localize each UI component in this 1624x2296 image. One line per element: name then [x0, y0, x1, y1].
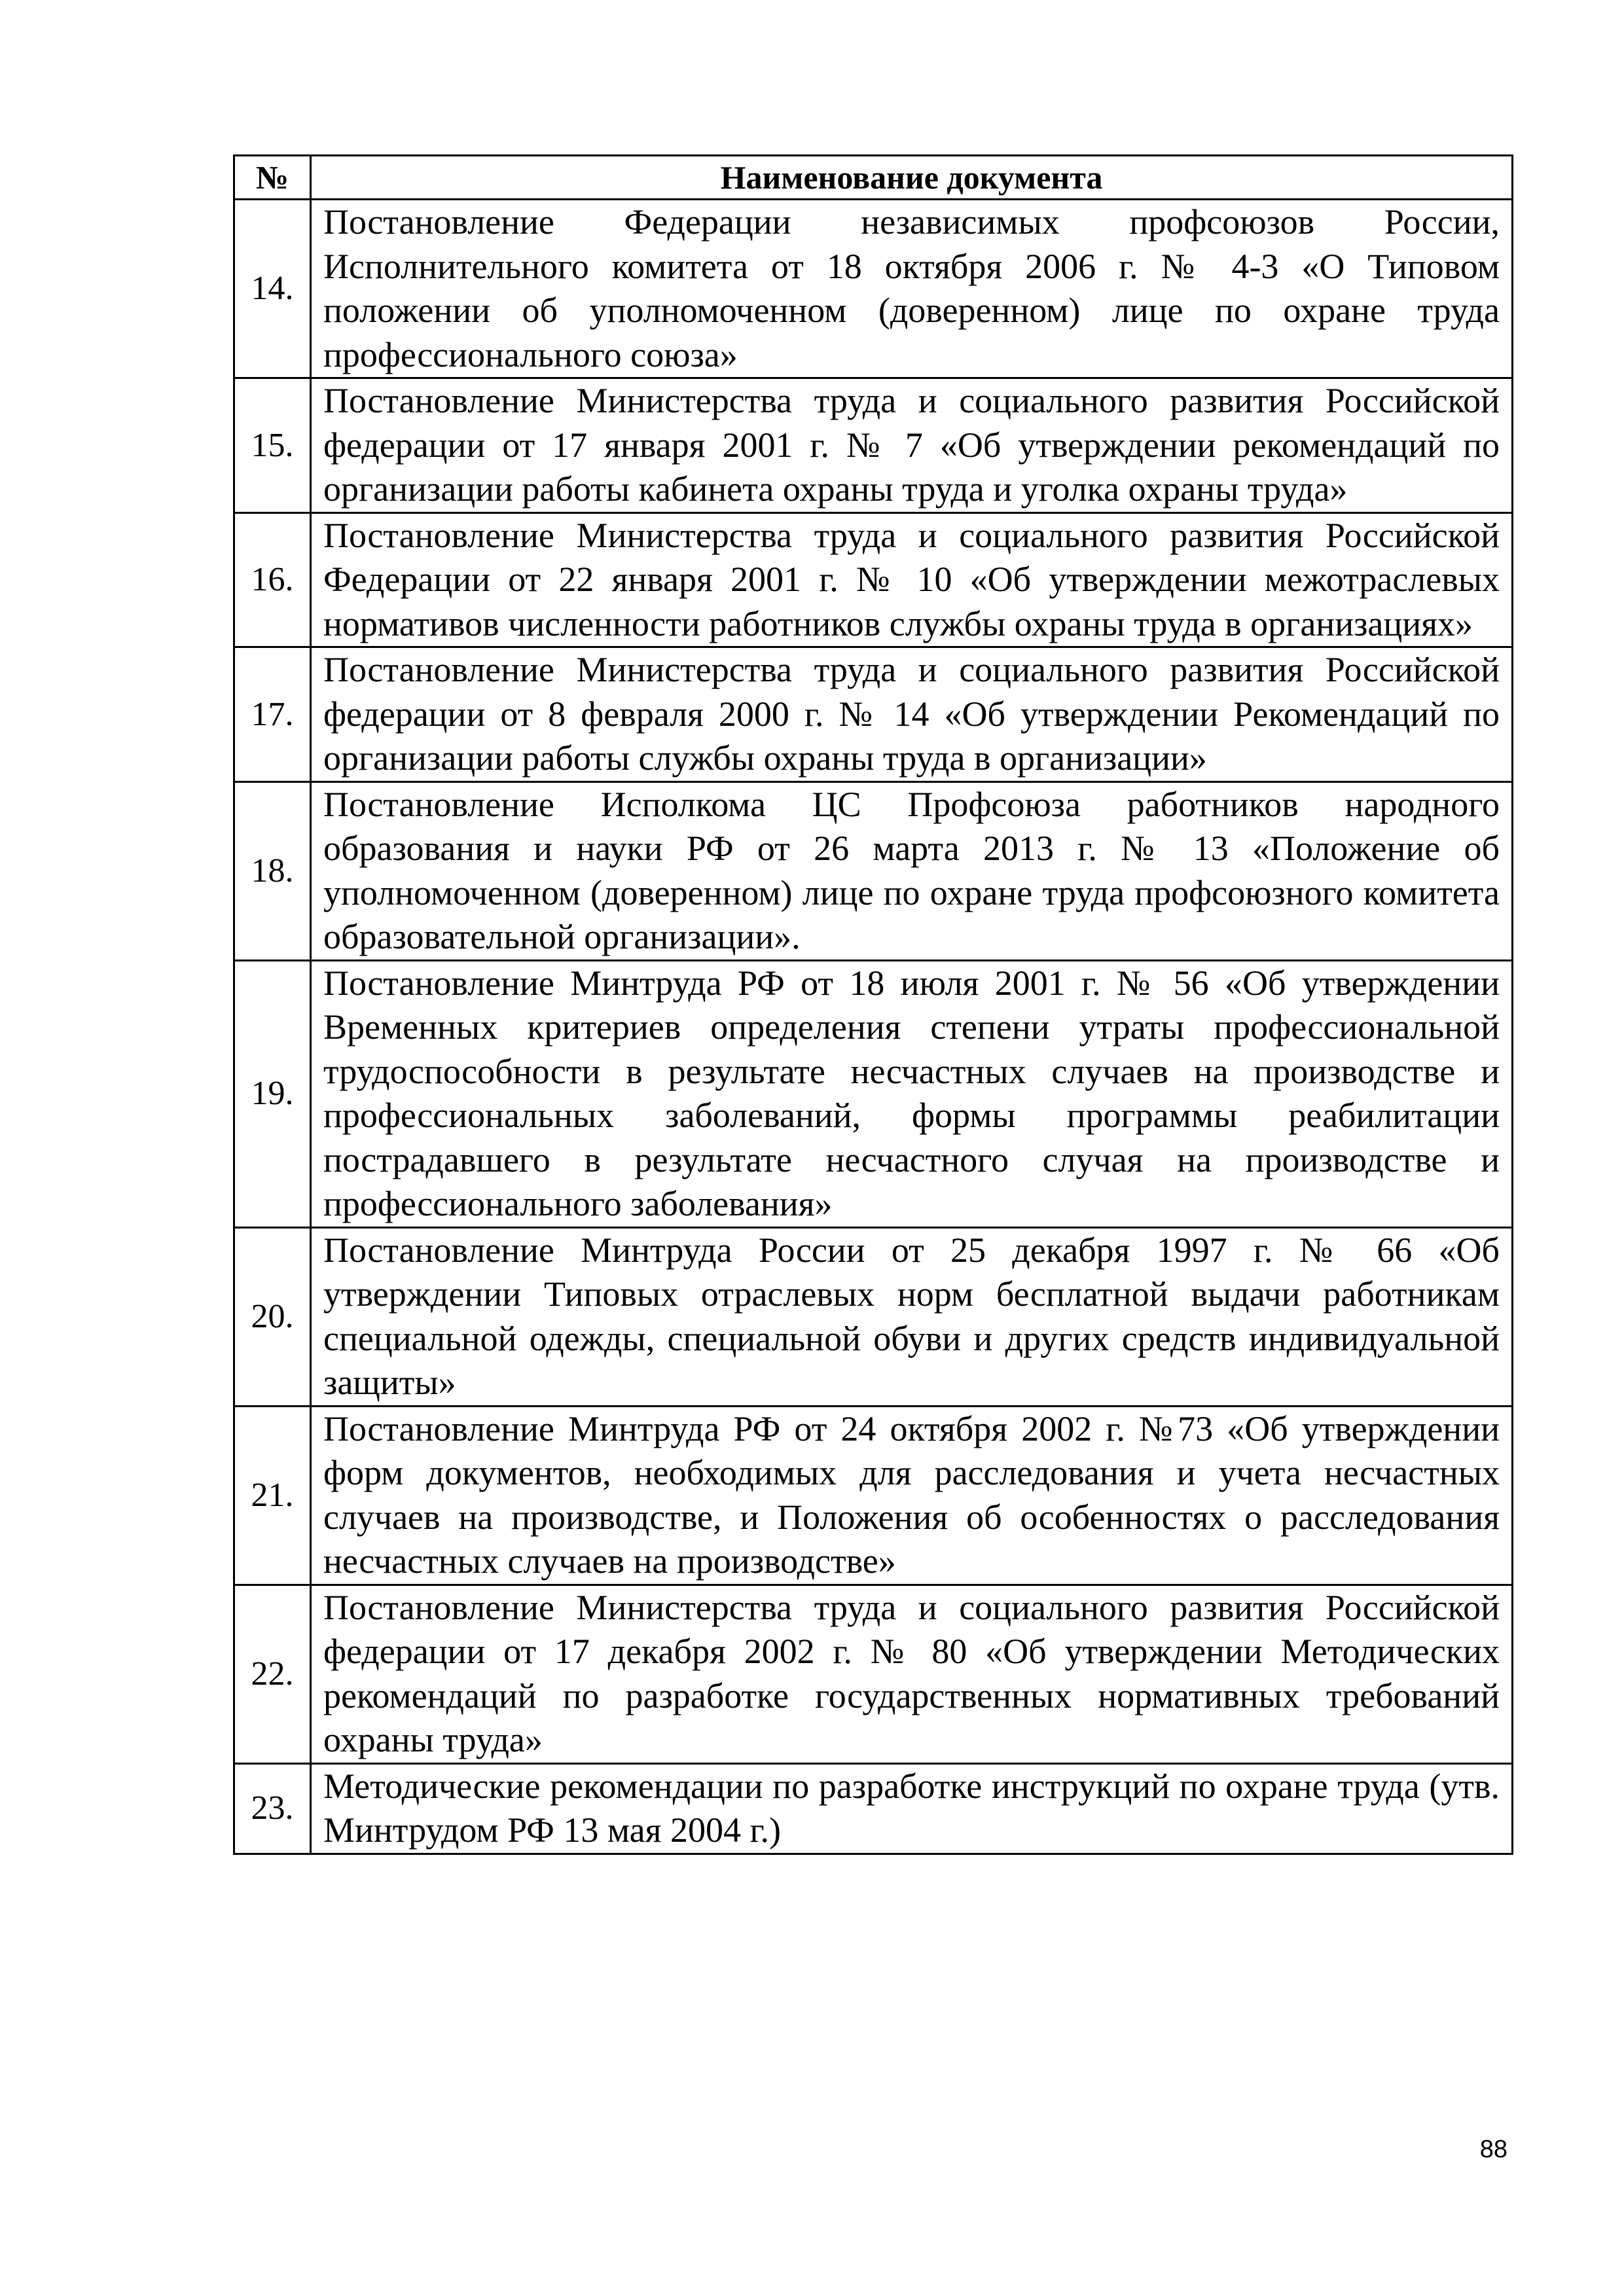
row-number: 16.	[234, 512, 311, 647]
row-number: 14.	[234, 200, 311, 378]
column-header-document-name: Наименование документа	[311, 156, 1513, 200]
table-row	[234, 647, 1513, 782]
document-name-cell	[311, 378, 1513, 513]
table-row	[234, 1763, 1513, 1854]
document-name-cell	[311, 647, 1513, 782]
row-number: 19.	[234, 960, 311, 1227]
document-name: Постановление Федерации независимых профсоюзов России, Исполнительного комитета от 18 октября 2006 г. № 4-3 «О Типовом положении об уполномоченном (доверенном) лице по охране труда профессионального союза»	[323, 202, 1500, 374]
table-row	[234, 781, 1513, 960]
document-name: Постановление Минтруда РФ от 18 июля 2001 г. № 56 «Об утверждении Временных критериев определения степени утраты профессиональной трудоспособности в результате несчастных случаев на производстве и профессиональных заболеваний, формы программы реабилитации пострадавшего в результате несчастного случая на производстве и профессионального заболевания»	[323, 963, 1500, 1223]
table-row	[234, 1406, 1513, 1585]
document-name-cell	[311, 1227, 1513, 1406]
document-name-cell	[311, 1406, 1513, 1585]
document-name: Постановление Минтруда России от 25 декабря 1997 г. № 66 «Об утверждении Типовых отраслевых норм бесплатной выдачи работникам специальной одежды, специальной обуви и других средств индивидуальной защиты»	[323, 1230, 1500, 1402]
documents-table	[233, 154, 1513, 1855]
row-number: 17.	[234, 647, 311, 782]
document-name-cell	[311, 512, 1513, 647]
document-name: Постановление Министерства труда и социального развития Российской федерации от 8 февраля 2000 г. № 14 «Об утверждении Рекомендаций по организации работы службы охраны труда в организации»	[323, 650, 1500, 778]
document-name: Постановление Министерства труда и социального развития Российской Федерации от 22 января 2001 г. № 10 «Об утверждении межотраслевых нормативов численности работников службы охраны труда в организациях»	[323, 515, 1500, 643]
row-number: 15.	[234, 378, 311, 513]
document-name: Постановление Министерства труда и социального развития Российской федерации от 17 декабря 2002 г. № 80 «Об утверждении Методических рекомендаций по разработке государственных нормативных требований охраны труда»	[323, 1587, 1500, 1759]
table-row	[234, 512, 1513, 647]
row-number: 18.	[234, 781, 311, 960]
row-number: 21.	[234, 1406, 311, 1585]
table-row	[234, 200, 1513, 378]
document-name-cell	[311, 781, 1513, 960]
column-header-number: №	[234, 156, 311, 200]
document-name: Постановление Исполкома ЦС Профсоюза работников народного образования и науки РФ от 26 марта 2013 г. № 13 «Положение об уполномоченном (доверенном) лице по охране труда профсоюзного комитета образовательной организации».	[323, 784, 1500, 956]
document-name: Постановление Минтруда РФ от 24 октября 2002 г. №73 «Об утверждении форм документов, необходимых для расследования и учета несчастных случаев на производстве, и Положения об особенностях о расследования несчастных случаев на производстве»	[323, 1408, 1500, 1581]
document-name-cell	[311, 960, 1513, 1227]
document-name: Методические рекомендации по разработке инструкций по охране труда (утв. Минтрудом РФ 13 мая 2004 г.)	[323, 1766, 1500, 1850]
table-row	[234, 378, 1513, 513]
table-row	[234, 1585, 1513, 1763]
document-name-cell	[311, 1585, 1513, 1763]
table-row	[234, 1227, 1513, 1406]
document-name: Постановление Министерства труда и социального развития Российской федерации от 17 января 2001 г. № 7 «Об утверждении рекомендаций по организации работы кабинета охраны труда и уголка охраны труда»	[323, 381, 1500, 509]
document-name-cell	[311, 1763, 1513, 1854]
row-number: 23.	[234, 1763, 311, 1854]
document-name-cell	[311, 200, 1513, 378]
row-number: 22.	[234, 1585, 311, 1763]
table-row	[234, 960, 1513, 1227]
page-number: 88	[1479, 2136, 1507, 2163]
row-number: 20.	[234, 1227, 311, 1406]
table-header-row	[234, 156, 1513, 200]
